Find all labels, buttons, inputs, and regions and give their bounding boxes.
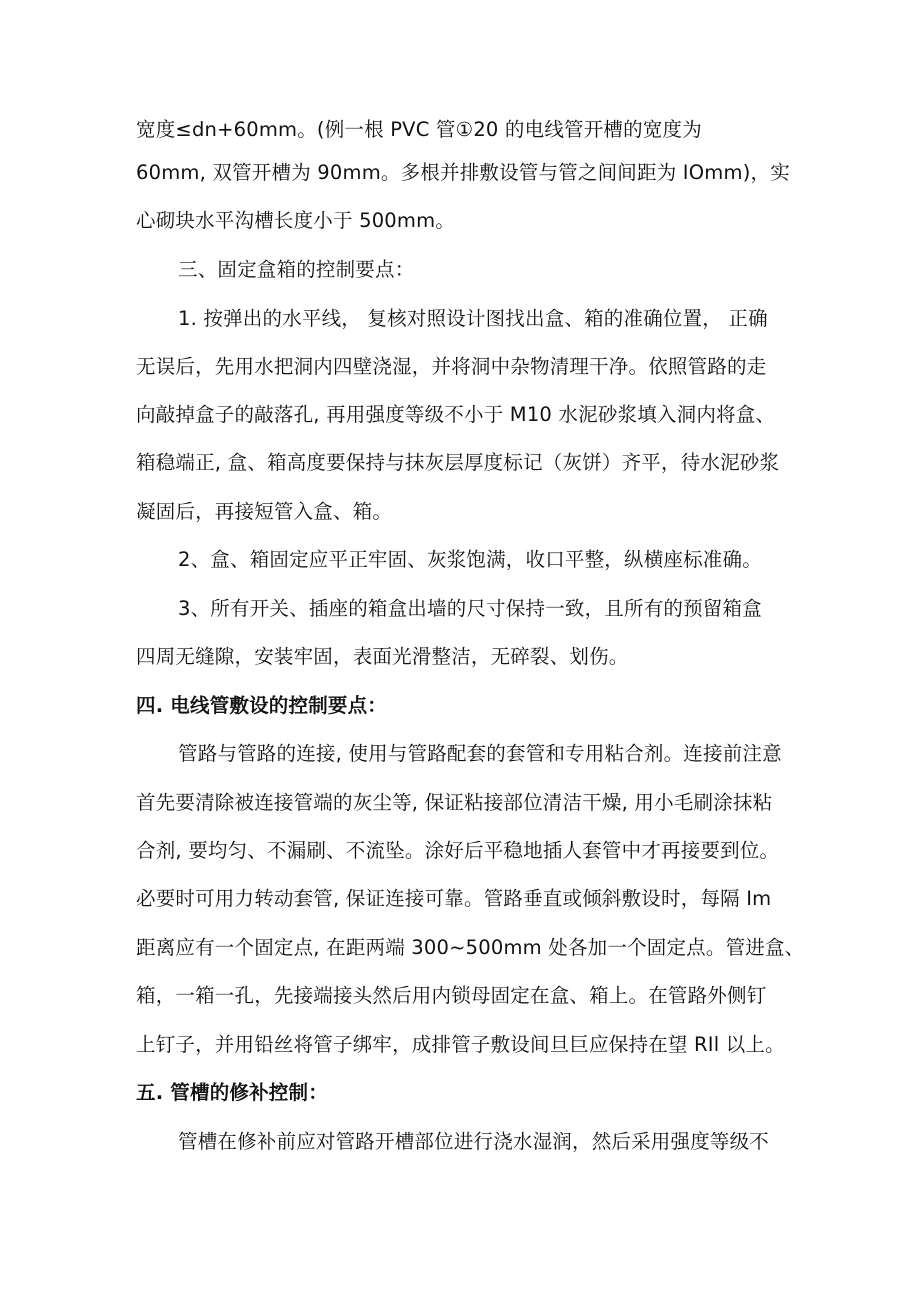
text-line: 首先要清除被连接管端的灰尘等, 保证粘接部位清洁干燥, 用小毛刷涂抹粘 [136,791,773,814]
text-line: 四周无缝隙，安装牢固，表面光滑整洁，无碎裂、划伤。 [136,645,629,668]
text-line: 向敲掉盒子的敲落孔, 再用强度等级不小于 M10 水泥砂浆填入洞内将盒、 [136,403,776,426]
text-line: 1. 按弹出的水平线， 复核对照设计图找出盒、箱的准确位置， 正确 [178,307,768,330]
text-line: 3、所有开关、插座的箱盒出墙的尺寸保持一致，且所有的预留箱盒 [178,597,762,620]
section-heading-5: 五. 管槽的修补控制： [136,1081,328,1104]
text-line: 无误后，先用水把洞内四壁浇湿，并将洞中杂物清理干净。依照管路的走 [136,355,767,378]
text-line: 60mm, 双管开槽为 90mm。多根并排敷设管与管之间间距为 IOmm)，实 [136,161,790,184]
text-line: 上钉子，并用铅丝将管子绑牢，成排管子敷设间旦巨应保持在望 RIl 以上。 [136,1033,785,1056]
text-line: 心砌块水平沟槽长度小于 500mm。 [136,209,456,232]
text-line: 2、盒、箱固定应平正牢固、灰浆饱满，收口平整，纵横座标准确。 [178,548,762,571]
text-line: 箱，一箱一孔，先接端接头然后用内锁母固定在盒、箱上。在管路外侧钉 [136,984,767,1007]
text-line: 合剂, 要均匀、不漏刷、不流坠。涂好后平稳地插人套管中才再接要到位。 [136,839,780,862]
text-line: 管路与管路的连接, 使用与管路配套的套管和专用粘合剂。连接前注意 [178,742,782,765]
section-heading-3: 三、固定盒箱的控制要点： [178,258,415,281]
text-line: 必要时可用力转动套管, 保证连接可靠。管路垂直或倾斜敷设时，每隔 Im [136,887,772,910]
text-line: 箱稳端正, 盒、箱高度要保持与抹灰层厚度标记（灰饼）齐平，待水泥砂浆 [136,451,780,474]
text-line: 凝固后，再接短管入盒、箱。 [136,500,393,523]
text-line: 管槽在修补前应对管路开槽部位进行浇水湿润，然后采用强度等级不 [178,1130,770,1153]
section-heading-4: 四. 电线管敷设的控制要点： [136,694,387,717]
text-line: 宽度≤dn+60mm。(例一根 PVC 管①20 的电线管开槽的宽度为 [136,118,702,141]
text-line: 距离应有一个固定点, 在距两端 300~500mm 处各加一个固定点。管进盒、 [136,936,805,959]
